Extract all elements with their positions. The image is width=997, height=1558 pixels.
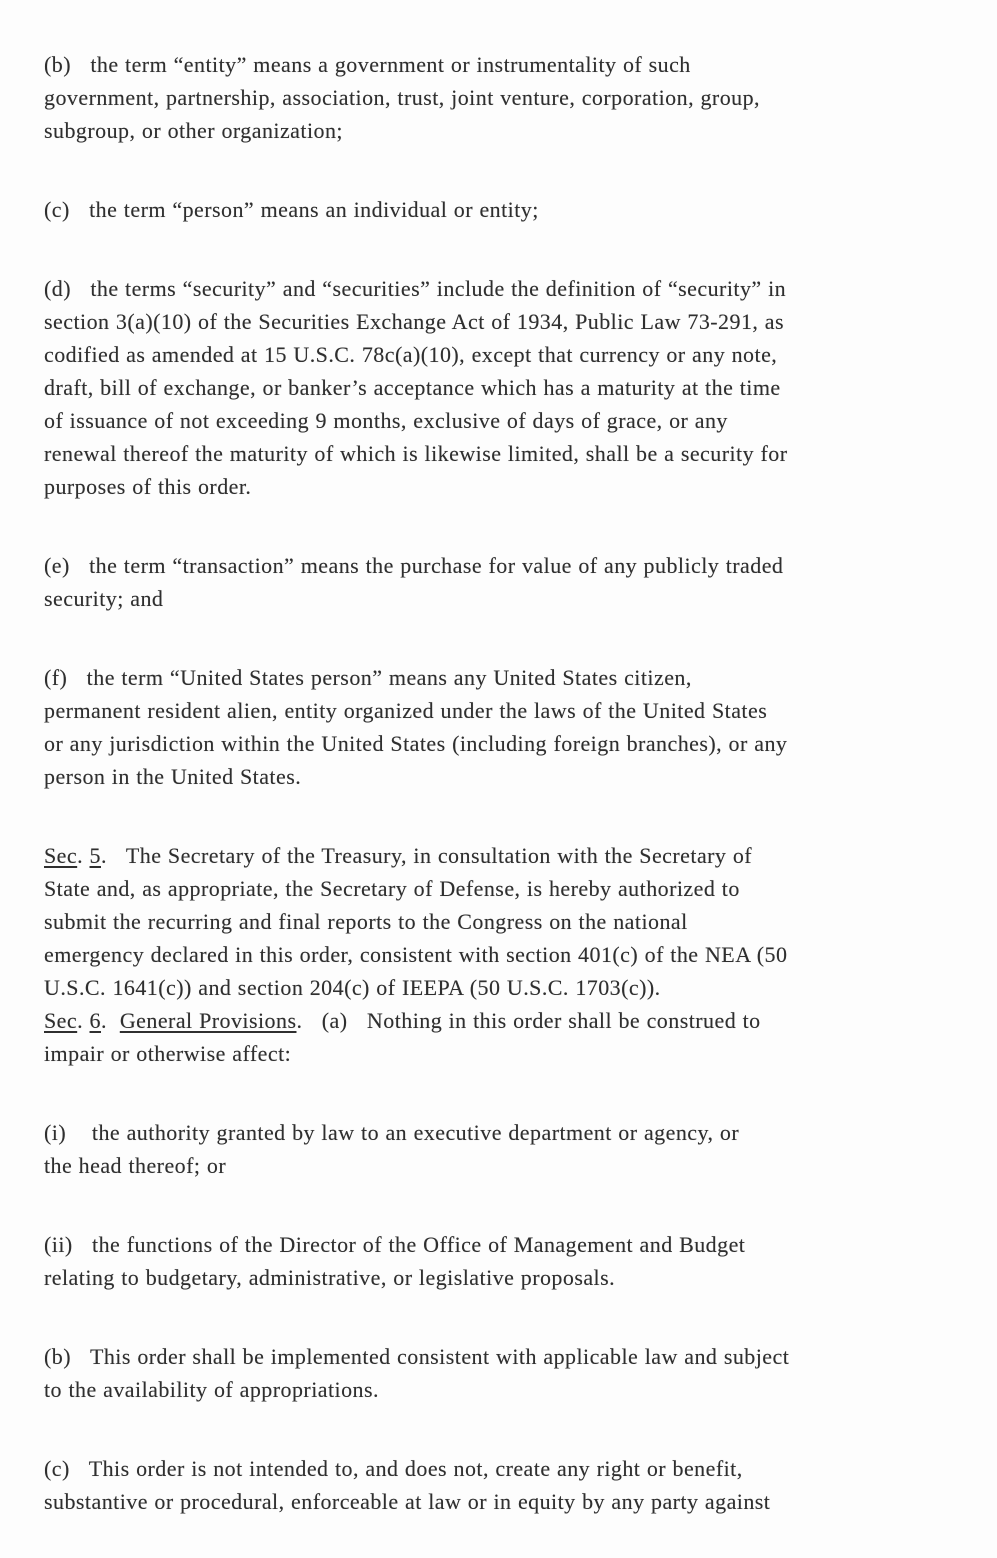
text-segment: . [100, 1008, 120, 1033]
paragraph-provision-c-no-rights-created [44, 1452, 967, 1518]
text-segment: (b) the term “entity” means a government or instrumentality of such [44, 52, 691, 77]
underlined-text: General Provisions [119, 1008, 297, 1033]
text-segment: (e) the term “transaction” means the purchase for value of any publicly traded [44, 553, 784, 578]
text-line [44, 582, 967, 615]
underlined-text: 6 [89, 1008, 101, 1033]
paragraph-definition-e-transaction [44, 549, 967, 615]
text-line [44, 839, 967, 872]
text-line [44, 1228, 967, 1261]
text-segment: the head thereof; or [44, 1153, 227, 1178]
text-line [44, 971, 967, 1004]
text-segment: of issuance of not exceeding 9 months, exclusive of days of grace, or any [44, 408, 728, 433]
text-line [44, 694, 967, 727]
text-line [44, 727, 967, 760]
text-line [44, 470, 967, 503]
text-line [44, 371, 967, 404]
text-segment: (i) the authority granted by law to an executive department or agency, or [44, 1120, 740, 1145]
text-segment: renewal thereof the maturity of which is likewise limited, shall be a security for [44, 441, 788, 466]
text-line [44, 1037, 967, 1070]
text-segment: government, partnership, association, trust, joint venture, corporation, group, [44, 85, 761, 110]
text-segment: (b) This order shall be implemented consistent with applicable law and subject [44, 1344, 790, 1369]
paragraph-definition-c-person [44, 193, 967, 226]
text-segment: permanent resident alien, entity organized under the laws of the United States [44, 698, 768, 723]
text-segment: . [77, 843, 90, 868]
paragraph-definition-f-united-states-person [44, 661, 967, 793]
text-line [44, 1261, 967, 1294]
text-segment: substantive or procedural, enforceable at law or in equity by any party against [44, 1489, 771, 1514]
text-line [44, 81, 967, 114]
underlined-text: Sec [44, 843, 78, 868]
underlined-text: Sec [44, 1008, 78, 1033]
text-line [44, 1340, 967, 1373]
paragraph-definition-d-security [44, 272, 967, 503]
text-segment: (c) This order is not intended to, and does not, create any right or benefit, [44, 1456, 743, 1481]
paragraph-definition-b-entity [44, 48, 967, 147]
text-line [44, 1149, 967, 1182]
text-segment: relating to budgetary, administrative, or legislative proposals. [44, 1265, 616, 1290]
text-segment: emergency declared in this order, consistent with section 401(c) of the NEA (50 [44, 942, 788, 967]
paragraph-section-5-treasury-reports [44, 839, 967, 1004]
text-segment: (ii) the functions of the Director of the Office of Management and Budget [44, 1232, 746, 1257]
underlined-text: 5 [89, 843, 101, 868]
paragraph-clause-i-executive-authority [44, 1116, 967, 1182]
text-line [44, 872, 967, 905]
text-segment: person in the United States. [44, 764, 302, 789]
text-line [44, 1373, 967, 1406]
text-segment: (c) the term “person” means an individual or entity; [44, 197, 539, 222]
text-segment: or any jurisdiction within the United States (including foreign branches), or any [44, 731, 788, 756]
text-segment: purposes of this order. [44, 474, 252, 499]
text-segment: subgroup, or other organization; [44, 118, 343, 143]
text-line [44, 193, 967, 226]
text-line [44, 404, 967, 437]
text-line [44, 48, 967, 81]
text-segment: (d) the terms “security” and “securities” include the definition of “security” in [44, 276, 787, 301]
text-segment: U.S.C. 1641(c)) and section 204(c) of IEEPA (50 U.S.C. 1703(c)). [44, 975, 661, 1000]
text-line [44, 938, 967, 971]
paragraph-section-6-general-provisions [44, 1004, 967, 1070]
text-line [44, 1004, 967, 1037]
text-line [44, 437, 967, 470]
paragraph-clause-ii-omb-functions [44, 1228, 967, 1294]
text-segment: draft, bill of exchange, or banker’s acceptance which has a maturity at the time [44, 375, 781, 400]
text-segment: (f) the term “United States person” means any United States citizen, [44, 665, 692, 690]
paragraph-provision-b-implementation [44, 1340, 967, 1406]
text-line [44, 114, 967, 147]
text-line [44, 905, 967, 938]
text-line [44, 1485, 967, 1518]
text-line [44, 305, 967, 338]
text-segment: . (a) Nothing in this order shall be construed to [296, 1008, 761, 1033]
text-segment: security; and [44, 586, 164, 611]
text-line [44, 272, 967, 305]
text-line [44, 338, 967, 371]
text-segment: impair or otherwise affect: [44, 1041, 292, 1066]
text-segment: . [77, 1008, 90, 1033]
text-line [44, 661, 967, 694]
text-segment: State and, as appropriate, the Secretary of Defense, is hereby authorized to [44, 876, 740, 901]
text-line [44, 1452, 967, 1485]
text-line [44, 549, 967, 582]
text-line [44, 760, 967, 793]
text-line [44, 1116, 967, 1149]
text-segment: submit the recurring and final reports to the Congress on the national [44, 909, 688, 934]
text-segment: codified as amended at 15 U.S.C. 78c(a)(10), except that currency or any note, [44, 342, 778, 367]
text-segment: section 3(a)(10) of the Securities Exchange Act of 1934, Public Law 73-291, as [44, 309, 785, 334]
text-segment: . The Secretary of the Treasury, in consultation with the Secretary of [100, 843, 753, 868]
text-segment: to the availability of appropriations. [44, 1377, 379, 1402]
